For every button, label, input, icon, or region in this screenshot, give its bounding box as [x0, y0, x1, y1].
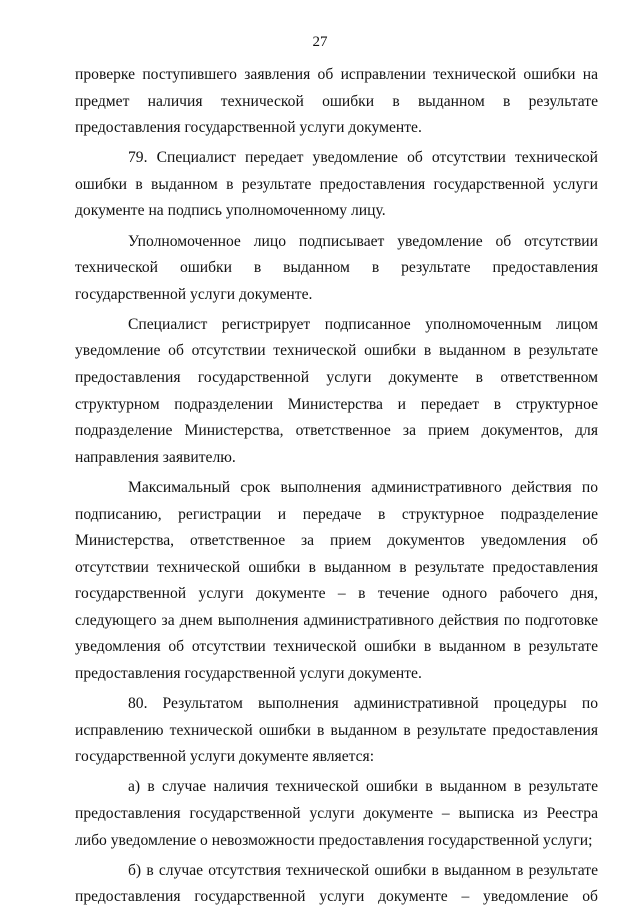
page-number: 27: [312, 34, 328, 50]
page-body: [75, 62, 598, 914]
paragraph-continuation: проверке поступившего заявления об исправлении технической ошибки на предмет наличия технической ошибки в выданном в результате предоставления государственной услуги документе.: [75, 66, 598, 137]
paragraph-item-80: 80. Результатом выполнения административной процедуры по исправлению технической ошибки в выданном в результате предоставления государственной услуги документе является:: [75, 695, 598, 766]
paragraph-max-term: Максимальный срок выполнения административного действия по подписанию, регистрации и передаче в структурное подразделение Министерства, ответственное за прием документов уведомления об отсутствии технической ошибки в выданном в результате предоставления государственной услуги документе – в течение одного рабочего дня, следующего за днем выполнения административного действия по подготовке уведомления об отсутствии технической ошибки в выданном в результате предоставления государственной услуги документе.: [75, 478, 598, 683]
paragraph-subitem-b: б) в случае отсутствия технической ошибки в выданном в результате предоставления государственной услуги документе – уведомление об: [75, 861, 598, 906]
paragraph-item-79: 79. Специалист передает уведомление об отсутствии технической ошибки в выданном в результате предоставления государственной услуги документе на подпись уполномоченному лицу.: [75, 149, 598, 220]
paragraph-registration: Специалист регистрирует подписанное уполномоченным лицом уведомление об отсутствии технической ошибки в выданном в результате предоставления государственной услуги документе в ответственном структурном подразделении Министерства и передает в структурное подразделение Министерства, ответственное за прием документов, для направления заявителю.: [75, 315, 598, 466]
paragraph-subitem-a: а) в случае наличия технической ошибки в выданном в результате предоставления государственной услуги документе – выписка из Реестра либо уведомление о невозможности предоставления государственной услуги;: [75, 778, 598, 849]
paragraph-signature: Уполномоченное лицо подписывает уведомление об отсутствии технической ошибки в выданном в результате предоставления государственной услуги документе.: [75, 232, 598, 303]
